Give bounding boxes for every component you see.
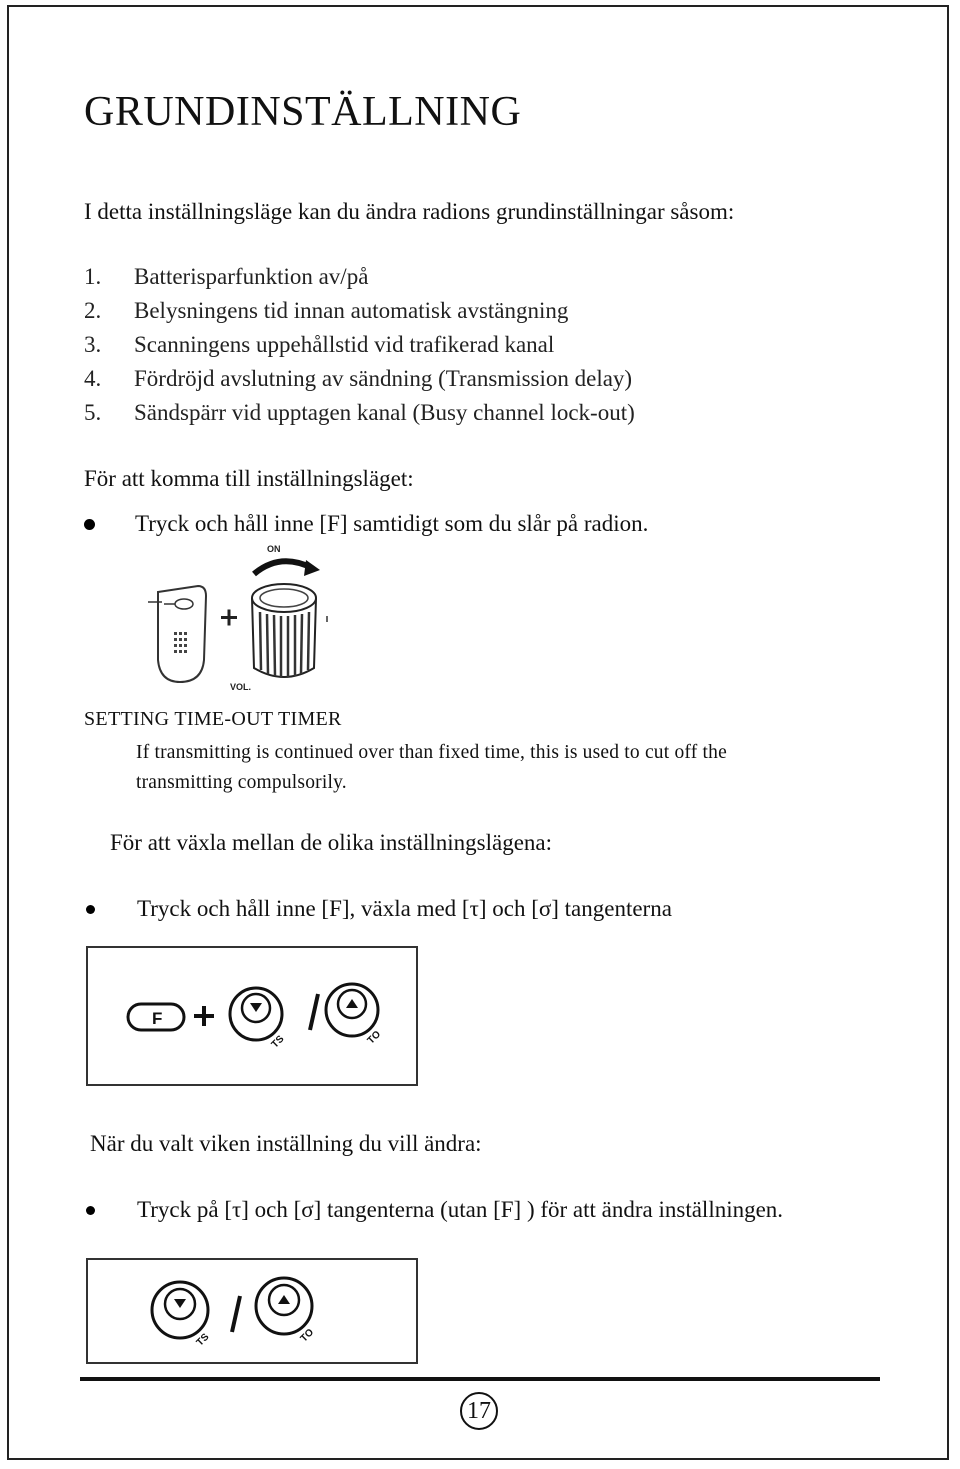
plus-icon	[194, 1006, 214, 1026]
chosen-heading: När du valt viken inställning du vill ändra:	[90, 1131, 482, 1156]
bullet-icon	[84, 519, 95, 530]
bullet-icon	[86, 905, 95, 914]
list-item: 4. Fördröjd avslutning av sändning (Transmission delay)	[84, 366, 633, 391]
setting-body: If transmitting is continued over than fixed time, this is used to cut off the transmitting compulsorily.	[136, 742, 727, 793]
svg-text:TO: TO	[298, 1327, 317, 1345]
plus-icon	[221, 610, 237, 626]
enter-bullet	[84, 507, 648, 541]
chosen-bullet-text: Tryck på [τ] och [σ] tangenterna (utan [F] ) för att ändra inställningen.	[137, 1197, 784, 1222]
switch-bullet	[86, 892, 672, 926]
enter-heading: För att komma till inställningsläget:	[84, 466, 414, 491]
slash-icon	[310, 994, 318, 1030]
volume-knob-icon	[252, 560, 327, 677]
intro-text: I detta inställningsläge kan du ändra radions grundinställningar såsom:	[84, 199, 735, 224]
slash-icon	[232, 1296, 240, 1332]
bullet-icon	[86, 1206, 95, 1215]
radio-body-icon	[148, 586, 206, 682]
page-number: 17	[460, 1392, 498, 1430]
vol-label: VOL.	[230, 682, 252, 692]
key-combo-figure	[86, 946, 418, 1086]
svg-text:TS: TS	[269, 1033, 287, 1051]
switch-bullet-text: Tryck och håll inne [F], växla med [τ] och [σ] tangenterna	[137, 896, 672, 921]
up-key-icon	[256, 1278, 316, 1344]
list-item: 2. Belysningens tid innan automatisk avstängning	[84, 298, 569, 323]
power-on-illustration	[140, 540, 340, 695]
footer-rule	[80, 1377, 880, 1381]
list-item: 5. Sändspärr vid upptagen kanal (Busy channel lock-out)	[84, 400, 635, 425]
enter-bullet-text: Tryck och håll inne [F] samtidigt som du slår på radion.	[135, 511, 649, 536]
up-key-icon	[326, 984, 383, 1046]
page-title: GRUNDINSTÄLLNING	[84, 89, 522, 135]
switch-heading: För att växla mellan de olika inställningslägena:	[110, 830, 552, 855]
on-label: ON	[267, 544, 281, 554]
list-item: 3. Scanningens uppehållstid vid trafikerad kanal	[84, 332, 555, 357]
chosen-bullet	[86, 1193, 877, 1227]
svg-text:TS: TS	[194, 1331, 212, 1349]
f-key-icon	[128, 1004, 184, 1030]
svg-text:TO: TO	[365, 1029, 384, 1047]
svg-text:F: F	[152, 1009, 163, 1028]
setting-heading: SETTING TIME-OUT TIMER	[84, 708, 342, 730]
settings-list	[84, 260, 635, 430]
down-key-icon	[152, 1282, 212, 1348]
arrow-keys-figure	[86, 1258, 418, 1364]
list-item: 1. Batterisparfunktion av/på	[84, 264, 369, 289]
down-key-icon	[230, 988, 287, 1050]
